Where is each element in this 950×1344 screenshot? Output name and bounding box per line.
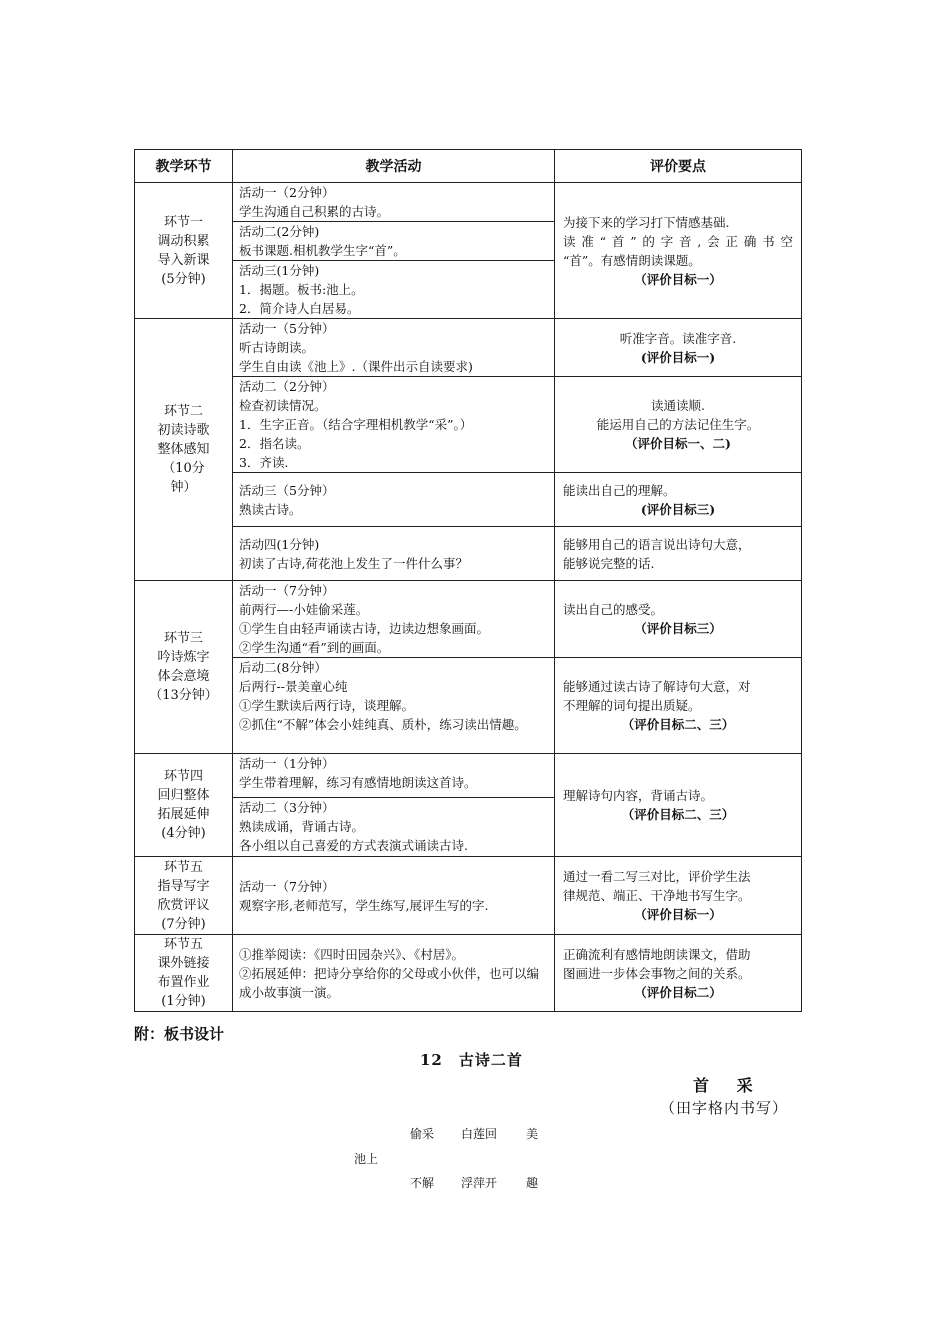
activity-cell: 活动三（5分钟） 熟读古诗。 xyxy=(233,473,555,527)
header-evaluation: 评价要点 xyxy=(555,150,802,183)
activity-cell: 活动一（7分钟） 观察字形,老师范写，学生练写,展评生写的字. xyxy=(233,857,555,935)
activity-cell: 活动一（1分钟） 学生带着理解，练习有感情地朗读这首诗。 xyxy=(233,754,555,798)
evaluation-cell: 能读出自己的理解。 (评价目标三) xyxy=(555,473,802,527)
evaluation-cell: 正确流利有感情地朗读课文，借助 图画进一步体会事物之间的关系。 （评价目标二） xyxy=(555,935,802,1012)
table-row xyxy=(135,473,802,527)
activity-cell: 活动一（7分钟） 前两行—-小娃偷采莲。 ①学生自由轻声诵读古诗，边读边想象画面。 ②学生沟通“看”到的画面。 xyxy=(233,581,555,658)
stage-cell-6: 环节五 课外链接 布置作业 (1分钟) xyxy=(135,935,233,1012)
evaluation-cell: 理解诗句内容，背诵古诗。 （评价目标二、三） xyxy=(555,754,802,857)
stage-cell-2: 环节二 初读诗歌 整体感知 （10分 钟） xyxy=(135,319,233,581)
activity-cell: 活动二（3分钟） 熟读成诵，背诵古诗。 各小组以自己喜爱的方式表演式诵读古诗. xyxy=(233,798,555,857)
table-row xyxy=(135,754,802,798)
activity-cell: 活动二（2分钟） 检查初读情况。 1．生字正音。（结合字理相机教学“采”。） 2．指名读。 3．齐读. xyxy=(233,377,555,473)
evaluation-cell: 能够通过读古诗了解诗句大意，对 不理解的词句提出质疑。 （评价目标二、三） xyxy=(555,658,802,754)
board-title: 12 古诗二首 xyxy=(420,1051,523,1069)
evaluation-cell: 听准字音。读准字音. (评价目标一) xyxy=(555,319,802,377)
table-row xyxy=(135,527,802,581)
evaluation-cell: 通过一看二写三对比，评价学生法 律规范、端正、干净地书写生字。 （评价目标一） xyxy=(555,857,802,935)
stage-cell-5: 环节五 指导写字 欣赏评议 (7分钟) xyxy=(135,857,233,935)
activity-cell: 活动一（2分钟） 学生沟通自己积累的古诗。 xyxy=(233,183,555,222)
board-characters: 首 采 xyxy=(693,1076,753,1095)
appendix-heading: 附：板书设计 xyxy=(134,1025,225,1043)
table-row xyxy=(135,581,802,658)
activity-cell: ①推举阅读：《四时田园杂兴》、《村居》。 ②拓展延伸：把诗分享给你的父母或小伙伴，也可以编成小故事演一演。 xyxy=(233,935,555,1012)
stage-cell-3: 环节三 吟诗炼字 体会意境 （13分钟） xyxy=(135,581,233,754)
table-row xyxy=(135,319,802,377)
board-word: 白莲回 xyxy=(461,1127,498,1141)
evaluation-cell: 为接下来的学习打下情感基础. 读准“首”的字音,会正确书空 “首”。有感情朗读课题。 （评价目标一） xyxy=(555,183,802,319)
board-word: 趣 xyxy=(526,1176,539,1190)
activity-cell: 活动二(2分钟) 板书课题.相机教学生字“首”。 xyxy=(233,222,555,261)
stage-cell-1: 环节一 调动积累 导入新课 (5分钟) xyxy=(135,183,233,319)
table-row xyxy=(135,658,802,754)
table-row xyxy=(135,377,802,473)
table-header-row xyxy=(135,150,802,183)
header-activity: 教学活动 xyxy=(233,150,555,183)
evaluation-cell: 能够用自己的语言说出诗句大意， 能够说完整的话. xyxy=(555,527,802,581)
table-row xyxy=(135,857,802,935)
board-word: 不解 xyxy=(410,1176,435,1190)
activity-cell: 活动一（5分钟） 听古诗朗读。 学生自由读《池上》.（课件出示自读要求) xyxy=(233,319,555,377)
stage-cell-4: 环节四 回归整体 拓展延伸 (4分钟) xyxy=(135,754,233,857)
lesson-plan-table xyxy=(134,149,802,1012)
evaluation-cell: 读出自己的感受。 （评价目标三） xyxy=(555,581,802,658)
table-row xyxy=(135,935,802,1012)
evaluation-cell: 读通读顺. 能运用自己的方法记住生字。 （评价目标一、二) xyxy=(555,377,802,473)
board-word: 美 xyxy=(526,1127,539,1141)
table-row xyxy=(135,183,802,222)
activity-cell: 活动三(1分钟) 1．揭题。板书:池上。 2．简介诗人白居易。 xyxy=(233,261,555,319)
board-note: （田字格内书写） xyxy=(660,1099,789,1117)
activity-cell: 后动二(8分钟） 后两行--景美童心纯 ①学生默读后两行诗，谈理解。 ②抓住“不解”体会小娃纯真、质朴，练习读出情趣。 xyxy=(233,658,555,754)
header-stage: 教学环节 xyxy=(135,150,233,183)
activity-cell: 活动四(1分钟) 初读了古诗,荷花池上发生了一件什么事？ xyxy=(233,527,555,581)
board-center-word: 池上 xyxy=(354,1152,379,1166)
board-word: 偷采 xyxy=(410,1127,435,1141)
board-word: 浮萍开 xyxy=(461,1176,498,1190)
